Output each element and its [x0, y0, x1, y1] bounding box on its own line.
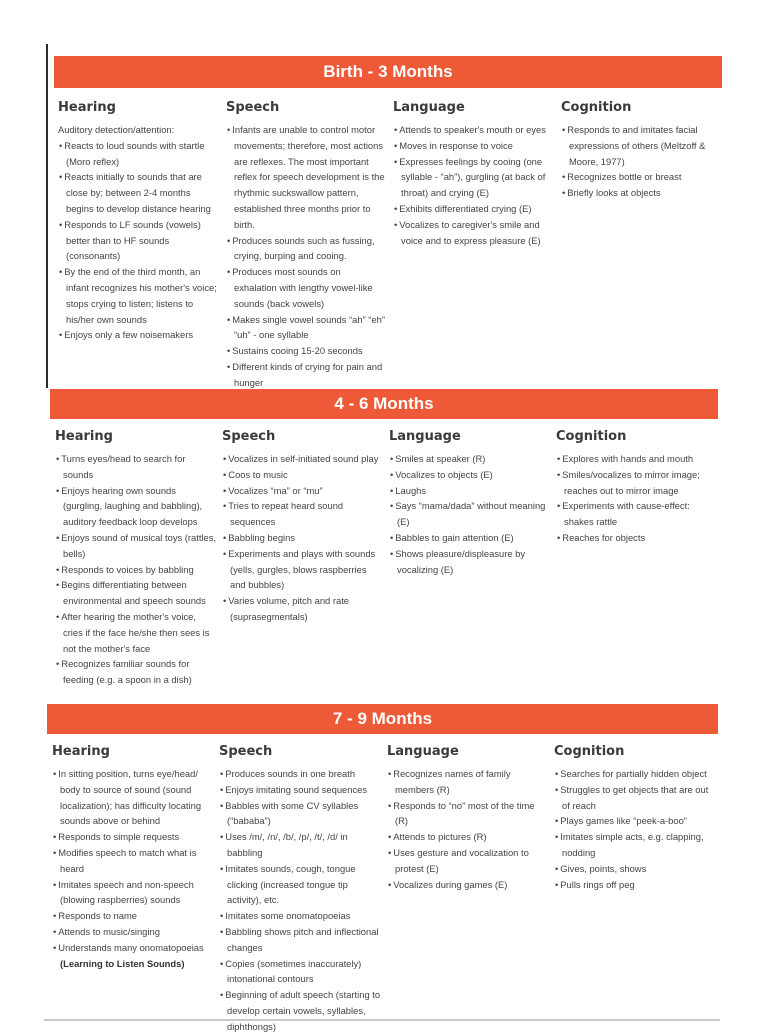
column-heading: Speech	[219, 744, 273, 759]
milestone-item: • Babbling shows pitch and inflectional changes	[219, 924, 381, 956]
milestone-item: • Copies (sometimes inaccurately) intonational contours	[219, 956, 381, 988]
milestone-item: • Uses gesture and vocalization to protest (E)	[387, 845, 547, 877]
milestone-item: • Vocalizes to caregiver's smile and voice and to express pleasure (E)	[393, 217, 553, 249]
milestone-item: • Makes single vowel sounds “ah” “eh” “uh” - one syllable	[226, 312, 386, 344]
milestone-item: • Responds to and imitates facial expressions of others (Meltzoff & Moore, 1977)	[561, 122, 719, 169]
milestone-item: • Recognizes bottle or breast	[561, 169, 719, 185]
milestone-item: • Produces sounds in one breath	[219, 766, 381, 782]
milestone-list	[55, 451, 217, 688]
column-heading: Hearing	[55, 429, 113, 444]
milestone-item: • Struggles to get objects that are out of reach	[554, 782, 716, 814]
column-heading: Speech	[222, 429, 276, 444]
column-cognition	[554, 744, 716, 892]
column-heading: Cognition	[561, 100, 632, 115]
milestone-item: • Enjoys hearing own sounds (gurgling, laughing and babbling), auditory feedback loop develops	[55, 483, 217, 530]
milestone-item: • Shows pleasure/displeasure by vocalizing (E)	[389, 546, 549, 578]
milestone-item: • Briefly looks at objects	[561, 185, 719, 201]
column-heading: Cognition	[554, 744, 625, 759]
column-language	[389, 429, 549, 577]
column-speech	[226, 100, 386, 391]
milestone-item: • Smiles/vocalizes to mirror image; reaches out to mirror image	[556, 467, 716, 499]
milestone-item: • Reaches for objects	[556, 530, 716, 546]
milestone-list	[52, 766, 214, 971]
milestone-item: • Enjoys imitating sound sequences	[219, 782, 381, 798]
column-heading: Language	[389, 429, 461, 444]
column-hearing	[55, 429, 217, 688]
milestone-item: • Exhibits differentiated crying (E)	[393, 201, 553, 217]
column-intro: Auditory detection/attention:	[58, 124, 175, 135]
column-hearing	[52, 744, 214, 971]
milestone-item: • Sustains cooing 15-20 seconds	[226, 343, 386, 359]
column-language	[387, 744, 547, 892]
column-speech	[222, 429, 382, 625]
milestone-item: • Moves in response to voice	[393, 138, 553, 154]
margin-line	[46, 44, 48, 388]
milestone-list	[389, 451, 549, 577]
milestone-item: • In sitting position, turns eye/head/ body to source of sound (sound localization); has difficulty locating sounds above or behind	[52, 766, 214, 829]
milestone-item: • Produces sounds such as fussing, crying, burping and cooing.	[226, 233, 386, 265]
column-heading: Hearing	[52, 744, 110, 759]
milestone-item: • After hearing the mother's voice, cries if the face he/she then sees is not the mother's face	[55, 609, 217, 656]
column-language	[393, 100, 553, 248]
milestone-item: • Experiments with cause-effect: shakes rattle	[556, 498, 716, 530]
milestone-item: • Attends to music/singing	[52, 924, 214, 940]
milestone-item: • Vocalizes to objects (E)	[389, 467, 549, 483]
column-cognition	[561, 100, 719, 201]
column-heading: Cognition	[556, 429, 627, 444]
milestone-item: • By the end of the third month, an infant recognizes his mother's voice; stops crying to listen; listens to his/her own sounds	[58, 264, 220, 327]
column-cognition	[556, 429, 716, 546]
milestone-item: • Attends to pictures (R)	[387, 829, 547, 845]
milestone-list	[226, 122, 386, 391]
milestone-item: • Vocalizes during games (E)	[387, 877, 547, 893]
milestone-list	[556, 451, 716, 546]
section-banner-birth-3-months: Birth - 3 Months	[54, 56, 722, 88]
milestone-item: • Gives, points, shows	[554, 861, 716, 877]
milestone-item: • Plays games like “peek-a-boo”	[554, 813, 716, 829]
milestone-item: • Coos to music	[222, 467, 382, 483]
milestone-item: • Responds to “no” most of the time (R)	[387, 798, 547, 830]
milestone-item: • Responds to LF sounds (vowels) better than to HF sounds (consonants)	[58, 217, 220, 264]
milestone-item: • Begins differentiating between environmental and speech sounds	[55, 577, 217, 609]
milestone-item: • Smiles at speaker (R)	[389, 451, 549, 467]
milestone-item: • Babbles with some CV syllables (“bababa”)	[219, 798, 381, 830]
milestone-item: • Attends to speaker's mouth or eyes	[393, 122, 553, 138]
milestone-item: • Babbles to gain attention (E)	[389, 530, 549, 546]
milestone-item: • Recognizes familiar sounds for feeding (e.g. a spoon in a dish)	[55, 656, 217, 688]
milestone-item: • Responds to name	[52, 908, 214, 924]
column-heading: Language	[387, 744, 459, 759]
milestone-item: • Responds to simple requests	[52, 829, 214, 845]
column-heading: Speech	[226, 100, 280, 115]
milestone-item: • Says “mama/dada” without meaning (E)	[389, 498, 549, 530]
milestone-item: • Varies volume, pitch and rate (suprasegmentals)	[222, 593, 382, 625]
milestone-item: • Vocalizes in self-initiated sound play	[222, 451, 382, 467]
column-heading: Language	[393, 100, 465, 115]
milestone-item: • Laughs	[389, 483, 549, 499]
milestone-item: • Babbling begins	[222, 530, 382, 546]
milestone-list	[554, 766, 716, 892]
milestone-item: • Modifies speech to match what is heard	[52, 845, 214, 877]
bottom-rule	[44, 1019, 720, 1021]
learning-to-listen-note: (Learning to Listen Sounds)	[60, 957, 185, 969]
column-heading: Hearing	[58, 100, 116, 115]
section-banner-7-9-months: 7 - 9 Months	[47, 704, 718, 734]
milestone-item: • Imitates speech and non-speech (blowing raspberries) sounds	[52, 877, 214, 909]
milestone-item: • Vocalizes “ma” or “mu”	[222, 483, 382, 499]
milestone-item: • Pulls rings off peg	[554, 877, 716, 893]
milestone-item: • Imitates some onomatopoeias	[219, 908, 381, 924]
milestone-item: • Beginning of adult speech (starting to develop certain vowels, syllables, diphthongs)	[219, 987, 381, 1034]
milestone-item	[52, 940, 214, 972]
milestone-text: Understands many onomatopoeias	[58, 941, 204, 953]
milestone-list	[387, 766, 547, 892]
milestone-item: • Enjoys only a few noisemakers	[58, 327, 220, 343]
milestone-item: • Reacts initially to sounds that are close by; between 2-4 months begins to develop distance hearing	[58, 169, 220, 216]
milestone-item: • Uses /m/, /n/, /b/, /p/, /t/, /d/ in babbling	[219, 829, 381, 861]
milestone-item: • Responds to voices by babbling	[55, 562, 217, 578]
milestone-item: • Enjoys sound of musical toys (rattles, bells)	[55, 530, 217, 562]
milestone-item: • Recognizes names of family members (R)	[387, 766, 547, 798]
milestone-item: • Reacts to loud sounds with startle (Moro reflex)	[58, 138, 220, 170]
column-speech	[219, 744, 381, 1035]
section-banner-4-6-months: 4 - 6 Months	[50, 389, 718, 419]
milestone-list	[58, 138, 220, 343]
milestone-item: • Tries to repeat heard sound sequences	[222, 498, 382, 530]
milestone-item: • Imitates simple acts, e.g. clapping, nodding	[554, 829, 716, 861]
milestone-item: • Searches for partially hidden object	[554, 766, 716, 782]
milestone-list	[219, 766, 381, 1035]
column-hearing	[58, 100, 220, 343]
milestone-item: • Produces most sounds on exhalation with lengthy vowel-like sounds (back vowels)	[226, 264, 386, 311]
milestone-item: • Different kinds of crying for pain and hunger	[226, 359, 386, 391]
milestone-item: • Experiments and plays with sounds (yells, gurgles, blows raspberries and bubbles)	[222, 546, 382, 593]
milestone-list	[222, 451, 382, 625]
milestone-list	[393, 122, 553, 248]
milestone-item: • Expresses feelings by cooing (one syllable - “ah”), gurgling (at back of throat) and crying (E)	[393, 154, 553, 201]
milestone-item: • Imitates sounds, cough, tongue clicking (increased tongue tip activity), etc.	[219, 861, 381, 908]
milestone-item: • Infants are unable to control motor movements; therefore, most actions are reflexes. The most important reflex for speech development is the rhythmic suckswallow pattern, established three months prior to birth.	[226, 122, 386, 233]
milestone-list	[561, 122, 719, 201]
milestone-item: • Turns eyes/head to search for sounds	[55, 451, 217, 483]
milestone-item: • Explores with hands and mouth	[556, 451, 716, 467]
